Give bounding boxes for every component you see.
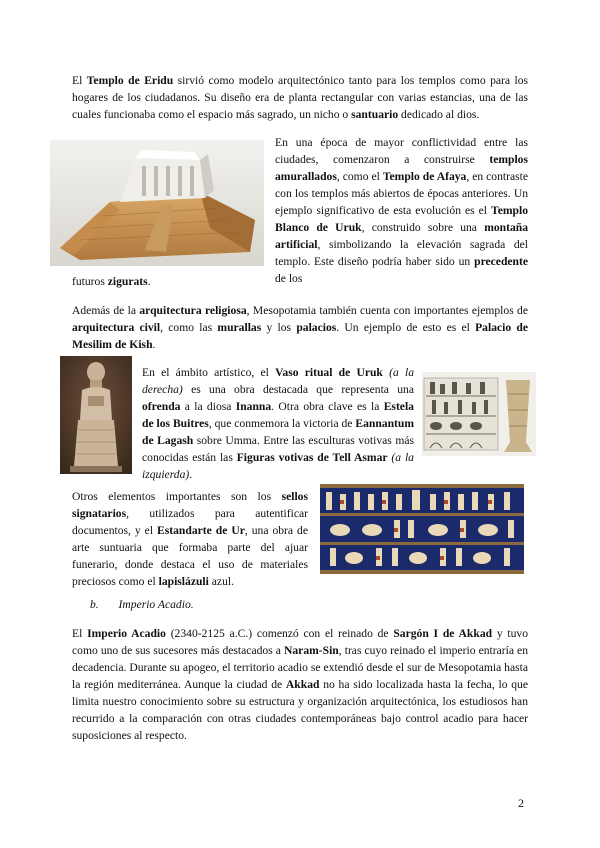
text-run: . (152, 338, 156, 351)
paragraph-imperio-acadio (72, 625, 528, 744)
bold-term: Templo de Afaya (382, 170, 467, 183)
section-title: Imperio Acadio. (118, 598, 194, 611)
bold-term: ofrenda (142, 400, 181, 413)
figure-figura-votiva-tell-asmar (60, 356, 132, 474)
text-run: . Otra obra clave es la (271, 400, 384, 413)
section-heading-imperio-acadio (90, 598, 194, 611)
text-run: y tuvo como uno de sus sucesores más destacados a (72, 627, 529, 657)
text-run: , una obra de arte suntuaria que formaba parte del ajuar funerario, donde destaca el uso de materiales preciosos como el (72, 524, 308, 588)
text-run: de los (275, 272, 303, 285)
text-run: es una obra destacada que representa una (182, 383, 414, 396)
text-run: En una época de mayor conflictividad entre las ciudades, comenzaron a construirse (275, 136, 528, 166)
bold-term: Estela de los Buitres (142, 400, 414, 430)
text-run: , tras cuyo reinado el imperio entraría en decadencia. Durante su apogeo, el territorio acadio se extendió desde el sur de Mesopotamia hasta la región mediterránea. Aunque la ciudad de (72, 644, 528, 691)
bold-term: precedente (474, 255, 528, 268)
text-run: En el ámbito artístico, el (142, 366, 276, 379)
italic-note: (a la derecha) (142, 366, 414, 396)
bold-term: zigurats (107, 275, 148, 288)
page-number: 2 (518, 796, 524, 810)
paragraph-templo-eridu (72, 72, 528, 123)
text-run: dedicado al dios. (398, 108, 480, 121)
bold-term: lapislázuli (158, 575, 209, 588)
bold-term: Inanna (235, 400, 272, 413)
paragraph-templos-amurallados-cont (72, 273, 528, 290)
paragraph-ambito-artistico (142, 364, 414, 483)
bold-term: montaña artificial (275, 221, 528, 251)
figure-estandarte-de-ur (320, 484, 524, 574)
bold-term: Templo Blanco de Uruk (275, 204, 528, 234)
bold-term: arquitectura religiosa (139, 304, 247, 317)
italic-note: (a la izquierda) (142, 451, 414, 481)
text-run: sirvió como modelo arquitectónico tanto para los templos como para los hogares de los ciudadanos. Su diseño era de planta rectangular con varias estancias, una de las cuales funcionaba como el espacio más sagrado, un nicho o (72, 74, 529, 121)
bold-term: Figuras votivas de Tell Asmar (236, 451, 388, 464)
bold-term: Akkad (285, 678, 320, 691)
text-run: , como las (160, 321, 218, 334)
bold-term: Sargón I de Akkad (393, 627, 493, 640)
section-number: b. (90, 598, 99, 611)
text-run: futuros (72, 275, 108, 288)
bold-term: Templo de Eridu (86, 74, 174, 87)
bold-term: Palacio de Mesilim de Kish (72, 321, 528, 351)
bold-term: santuario (351, 108, 399, 121)
text-run: . Un ejemplo de esto es el (336, 321, 476, 334)
figure-templo-blanco-uruk (50, 140, 264, 266)
bold-term: Vaso ritual de Uruk (275, 366, 383, 379)
bold-term: palacios (296, 321, 337, 334)
text-run: , en contraste con los templos más abiertos de épocas anteriores. Un ejemplo significativo de esta evolución es el (275, 170, 529, 217)
bold-term: templos amurallados (275, 153, 528, 183)
text-run: , construido sobre una (361, 221, 485, 234)
text-run: no ha sido localizada hasta la fecha, lo que limita nuestro conocimiento sobre su estructura y organización arquitectónica, los estudiosos han recurrido a la comparación con otras ciudades contemporáneas bajo control acadio para hacer suposiciones al respecto. (72, 678, 528, 742)
bold-term: Eannantum de Lagash (142, 417, 414, 447)
text-run: . (189, 468, 193, 481)
figure-vaso-ritual-uruk (422, 372, 536, 456)
text-run: El (72, 74, 87, 87)
text-run: (2340-2125 a.C.) comenzó con el reinado de (165, 627, 394, 640)
text-run: Otros elementos importantes son los (72, 490, 282, 503)
text-run: . (147, 275, 151, 288)
text-run: azul. (208, 575, 234, 588)
text-run: , utilizados para autentificar documentos, y el (72, 507, 308, 537)
text-run: Además de la (72, 304, 140, 317)
bold-term: Naram-Sin (284, 644, 339, 657)
text-run: El (72, 627, 88, 640)
paragraph-arquitectura-civil (72, 302, 528, 353)
text-run: a la diosa (180, 400, 236, 413)
bold-term: Imperio Acadio (87, 627, 166, 640)
text-run: , Mesopotamia también cuenta con importantes ejemplos de (246, 304, 529, 317)
bold-term: Estandarte de Ur (157, 524, 245, 537)
text-run: , como el (336, 170, 383, 183)
text-run: , simbolizando la elevación sagrada del templo. Este diseño podría haber sido un (275, 238, 528, 268)
bold-term: murallas (217, 321, 262, 334)
bold-term: arquitectura civil (72, 321, 161, 334)
paragraph-templos-amurallados (275, 134, 528, 287)
text-run: sobre Umma. Entre las esculturas votivas más conocidas están las (142, 434, 414, 464)
paragraph-sellos-estandarte (72, 488, 308, 590)
bold-term: sellos signatarios (72, 490, 308, 520)
text-run: y los (261, 321, 297, 334)
text-run: , que conmemora la victoria de (208, 417, 356, 430)
